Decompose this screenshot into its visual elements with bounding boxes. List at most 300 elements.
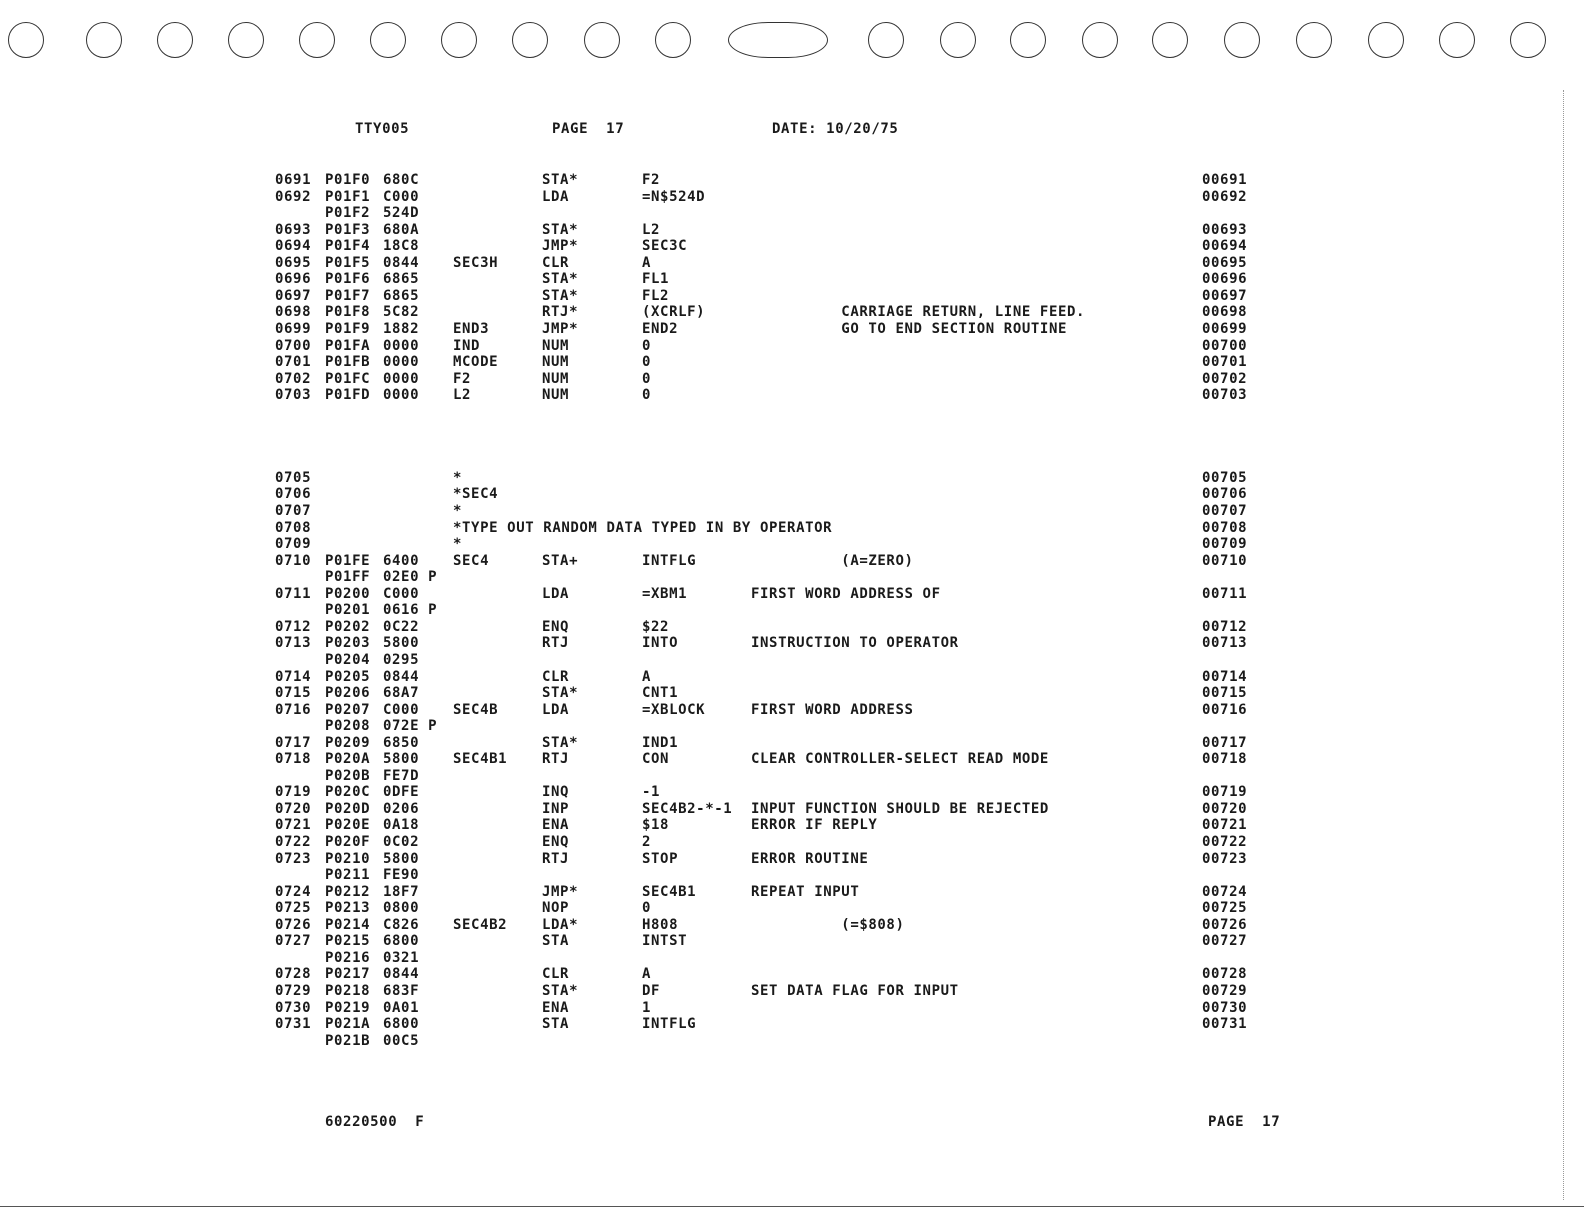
location: P01FA: [325, 337, 371, 354]
comment: REPEAT INPUT: [751, 883, 860, 900]
listing-row: [0, 817, 1584, 834]
label: *: [453, 536, 463, 553]
opcode: JMP*: [542, 238, 579, 255]
object-code: 0844: [383, 254, 420, 271]
listing-row: [0, 553, 1584, 570]
object-code: 6865: [383, 271, 420, 288]
listing-row: [0, 304, 1584, 321]
feed-hole: [299, 22, 335, 58]
sequence-number: 00710: [1202, 552, 1248, 569]
operand: 0: [642, 337, 652, 354]
line-number: 0693: [275, 221, 312, 238]
location: P0206: [325, 685, 371, 702]
listing-row: [0, 189, 1584, 206]
operand: (XCRLF): [642, 304, 706, 321]
object-code: 0000: [383, 387, 420, 404]
listing-row: [0, 371, 1584, 388]
sequence-number: 00718: [1202, 751, 1248, 768]
line-number: 0720: [275, 800, 312, 817]
line-number: 0700: [275, 337, 312, 354]
opcode: LDA*: [542, 916, 579, 933]
sequence-number: 00694: [1202, 238, 1248, 255]
label: END3: [453, 320, 490, 337]
line-number: 0691: [275, 172, 312, 188]
listing-row: [0, 602, 1584, 619]
opcode: RTJ: [542, 635, 570, 652]
line-number: 0726: [275, 916, 312, 933]
listing-row: [0, 520, 1584, 537]
location: P0216: [325, 949, 371, 966]
listing-row: [0, 768, 1584, 785]
listing-row: [0, 652, 1584, 669]
listing-row: [0, 288, 1584, 305]
listing-row: [0, 917, 1584, 934]
feed-hole: [584, 22, 620, 58]
object-code: 6865: [383, 287, 420, 304]
operand: SEC4B1: [642, 883, 697, 900]
listing-row: [0, 702, 1584, 719]
line-number: 0727: [275, 933, 312, 950]
line-number: 0705: [275, 469, 312, 486]
listing-row: [0, 387, 1584, 404]
sequence-number: 00721: [1202, 817, 1248, 834]
line-number: 0718: [275, 751, 312, 768]
line-number: 0697: [275, 287, 312, 304]
sequence-number: 00720: [1202, 800, 1248, 817]
object-code: C000: [383, 585, 420, 602]
right-tear-edge: [1563, 90, 1564, 1200]
object-code: 524D: [383, 205, 420, 222]
line-number: 0717: [275, 734, 312, 751]
object-code: 0000: [383, 354, 420, 371]
feed-hole: [1010, 22, 1046, 58]
label: SEC4: [453, 552, 490, 569]
opcode: CLR: [542, 966, 570, 983]
comment: INSTRUCTION TO OPERATOR: [751, 635, 959, 652]
line-number: 0698: [275, 304, 312, 321]
sequence-number: 00713: [1202, 635, 1248, 652]
feed-hole: [441, 22, 477, 58]
header-page: PAGE 17: [552, 121, 625, 137]
listing-row: [0, 751, 1584, 768]
sequence-number: 00730: [1202, 999, 1248, 1016]
label: F2: [453, 370, 472, 387]
location: P01FD: [325, 387, 371, 404]
listing-row: [0, 222, 1584, 239]
header-date: DATE: 10/20/75: [772, 121, 899, 137]
line-number: 0723: [275, 850, 312, 867]
object-code: 683F: [383, 982, 420, 999]
object-code: 072E P: [383, 718, 438, 735]
line-number: 0730: [275, 999, 312, 1016]
opcode: STA*: [542, 982, 579, 999]
object-code: FE90: [383, 867, 420, 884]
line-number: 0728: [275, 966, 312, 983]
listing-row: [0, 950, 1584, 967]
listing-row: [0, 321, 1584, 338]
sequence-number: 00697: [1202, 287, 1248, 304]
label: *: [453, 503, 463, 519]
listing-row: [0, 900, 1584, 917]
location: P0207: [325, 701, 371, 718]
object-code: C000: [383, 701, 420, 718]
label: *SEC4: [453, 486, 499, 503]
feed-hole: [370, 22, 406, 58]
listing-row: [0, 453, 1584, 470]
label: SEC3H: [453, 254, 499, 271]
comment: (A=ZERO): [751, 552, 914, 569]
tractor-feed-holes: [0, 0, 1584, 90]
listing-row: [0, 635, 1584, 652]
sequence-number: 00702: [1202, 370, 1248, 387]
location: P01F5: [325, 254, 371, 271]
comment: INPUT FUNCTION SHOULD BE REJECTED: [751, 800, 1049, 817]
operand: 2: [642, 834, 652, 850]
object-code: 680C: [383, 172, 420, 188]
listing-row: [0, 735, 1584, 752]
sequence-number: 00716: [1202, 701, 1248, 718]
listing-row: [0, 420, 1584, 437]
feed-hole: [728, 22, 828, 58]
location: P020F: [325, 834, 371, 850]
opcode: RTJ: [542, 751, 570, 768]
object-code: C000: [383, 188, 420, 205]
location: P0201: [325, 602, 371, 619]
operand: 0: [642, 387, 652, 404]
opcode: LDA: [542, 701, 570, 718]
comment: (=$808): [751, 916, 905, 933]
listing-row: [0, 619, 1584, 636]
opcode: CLR: [542, 668, 570, 685]
opcode: LDA: [542, 188, 570, 205]
operand: 0: [642, 900, 652, 917]
listing-row: [0, 884, 1584, 901]
sequence-number: 00706: [1202, 486, 1248, 503]
object-code: 6800: [383, 933, 420, 950]
sequence-number: 00699: [1202, 320, 1248, 337]
location: P021A: [325, 1016, 371, 1033]
listing-row: [0, 1000, 1584, 1017]
opcode: NUM: [542, 354, 570, 371]
listing-row: [0, 1033, 1584, 1050]
line-number: 0694: [275, 238, 312, 255]
location: P020A: [325, 751, 371, 768]
line-number: 0722: [275, 834, 312, 850]
sequence-number: 00698: [1202, 304, 1248, 321]
opcode: CLR: [542, 254, 570, 271]
listing-row: [0, 669, 1584, 686]
location: P0215: [325, 933, 371, 950]
operand: 0: [642, 370, 652, 387]
line-number: 0712: [275, 618, 312, 635]
object-code: 0844: [383, 668, 420, 685]
opcode: RTJ*: [542, 304, 579, 321]
listing-row: [0, 933, 1584, 950]
footer-page: PAGE 17: [1208, 1114, 1281, 1130]
object-code: 5800: [383, 635, 420, 652]
feed-hole: [655, 22, 691, 58]
object-code: 5800: [383, 751, 420, 768]
object-code: 0C22: [383, 618, 420, 635]
location: P0212: [325, 883, 371, 900]
line-number: 0715: [275, 685, 312, 702]
operand: $22: [642, 618, 670, 635]
line-number: 0724: [275, 883, 312, 900]
comment: ERROR IF REPLY: [751, 817, 878, 834]
sequence-number: 00723: [1202, 850, 1248, 867]
line-number: 0719: [275, 784, 312, 801]
feed-hole: [868, 22, 904, 58]
comment: FIRST WORD ADDRESS OF: [751, 585, 941, 602]
feed-hole: [1082, 22, 1118, 58]
sequence-number: 00712: [1202, 618, 1248, 635]
object-code: 02E0 P: [383, 569, 438, 586]
comment: SET DATA FLAG FOR INPUT: [751, 982, 959, 999]
operand: SEC3C: [642, 238, 688, 255]
listing-row: [0, 536, 1584, 553]
listing-row: [0, 851, 1584, 868]
sequence-number: 00701: [1202, 354, 1248, 371]
line-number: 0710: [275, 552, 312, 569]
label: *: [453, 469, 463, 486]
object-code: FE7D: [383, 767, 420, 784]
location: P0200: [325, 585, 371, 602]
comment: FIRST WORD ADDRESS: [751, 701, 914, 718]
operand: SEC4B2-*-1: [642, 800, 733, 817]
feed-hole: [8, 22, 44, 58]
line-number: 0702: [275, 370, 312, 387]
program-name: TTY005: [355, 121, 410, 137]
operand: IND1: [642, 734, 679, 751]
opcode: INP: [542, 800, 570, 817]
bottom-perforation: [0, 1206, 1584, 1207]
operand: INTO: [642, 635, 679, 652]
feed-hole: [1439, 22, 1475, 58]
object-code: 18F7: [383, 883, 420, 900]
operand: H808: [642, 916, 679, 933]
listing-row: [0, 238, 1584, 255]
location: P0214: [325, 916, 371, 933]
line-number: 0699: [275, 320, 312, 337]
operand: FL2: [642, 287, 670, 304]
object-code: 0A18: [383, 817, 420, 834]
location: P01F8: [325, 304, 371, 321]
operand: 1: [642, 999, 652, 1016]
opcode: STA*: [542, 271, 579, 288]
feed-hole: [1296, 22, 1332, 58]
line-number: 0725: [275, 900, 312, 917]
object-code: 0616 P: [383, 602, 438, 619]
object-code: 6800: [383, 1016, 420, 1033]
opcode: ENQ: [542, 618, 570, 635]
location: P0217: [325, 966, 371, 983]
operand: F2: [642, 172, 661, 188]
comment: GO TO END SECTION ROUTINE: [751, 320, 1068, 337]
sequence-number: 00711: [1202, 585, 1248, 602]
operand: -1: [642, 784, 661, 801]
listing-row: [0, 718, 1584, 735]
operand: CNT1: [642, 685, 679, 702]
opcode: STA*: [542, 172, 579, 188]
operand: CON: [642, 751, 670, 768]
feed-hole: [512, 22, 548, 58]
feed-hole: [1368, 22, 1404, 58]
object-code: 0206: [383, 800, 420, 817]
operand: =XBM1: [642, 585, 688, 602]
sequence-number: 00703: [1202, 387, 1248, 404]
operand: DF: [642, 982, 661, 999]
location: P01FC: [325, 370, 371, 387]
location: P0208: [325, 718, 371, 735]
object-code: 5800: [383, 850, 420, 867]
listing-row: [0, 834, 1584, 851]
sequence-number: 00725: [1202, 900, 1248, 917]
object-code: 6850: [383, 734, 420, 751]
listing-row: [0, 1016, 1584, 1033]
location: P01F3: [325, 221, 371, 238]
sequence-number: 00700: [1202, 337, 1248, 354]
object-code: 1882: [383, 320, 420, 337]
listing-row: [0, 586, 1584, 603]
sequence-number: 00728: [1202, 966, 1248, 983]
object-code: 5C82: [383, 304, 420, 321]
listing-row: [0, 271, 1584, 288]
location: P020D: [325, 800, 371, 817]
sequence-number: 00692: [1202, 188, 1248, 205]
location: P01FF: [325, 569, 371, 586]
object-code: 0C02: [383, 834, 420, 850]
opcode: STA*: [542, 734, 579, 751]
line-number: 0716: [275, 701, 312, 718]
listing-row: [0, 966, 1584, 983]
operand: INTST: [642, 933, 688, 950]
sequence-number: 00707: [1202, 503, 1248, 519]
sequence-number: 00714: [1202, 668, 1248, 685]
sequence-number: 00727: [1202, 933, 1248, 950]
comment: CLEAR CONTROLLER-SELECT READ MODE: [751, 751, 1049, 768]
location: P0204: [325, 651, 371, 668]
opcode: STA+: [542, 552, 579, 569]
opcode: JMP*: [542, 883, 579, 900]
line-number: 0707: [275, 503, 312, 519]
sequence-number: 00693: [1202, 221, 1248, 238]
object-code: 0DFE: [383, 784, 420, 801]
label: SEC4B1: [453, 751, 508, 768]
opcode: STA*: [542, 685, 579, 702]
location: P0219: [325, 999, 371, 1016]
listing-row: [0, 437, 1584, 454]
sequence-number: 00696: [1202, 271, 1248, 288]
listing-row: [0, 784, 1584, 801]
object-code: 0000: [383, 370, 420, 387]
sequence-number: 00731: [1202, 1016, 1248, 1033]
location: P01F7: [325, 287, 371, 304]
sequence-number: 00715: [1202, 685, 1248, 702]
line-number: 0731: [275, 1016, 312, 1033]
opcode: ENQ: [542, 834, 570, 850]
listing-row: [0, 801, 1584, 818]
opcode: STA: [542, 1016, 570, 1033]
listing-row: [0, 983, 1584, 1000]
operand: 0: [642, 354, 652, 371]
location: P01F9: [325, 320, 371, 337]
opcode: NUM: [542, 370, 570, 387]
location: P0211: [325, 867, 371, 884]
sequence-number: 00717: [1202, 734, 1248, 751]
sequence-number: 00691: [1202, 172, 1248, 188]
location: P0213: [325, 900, 371, 917]
opcode: NUM: [542, 337, 570, 354]
location: P020C: [325, 784, 371, 801]
line-number: 0708: [275, 519, 312, 536]
feed-hole: [86, 22, 122, 58]
feed-hole: [1224, 22, 1260, 58]
label: SEC4B2: [453, 916, 508, 933]
operand: $18: [642, 817, 670, 834]
line-number: 0721: [275, 817, 312, 834]
line-number: 0701: [275, 354, 312, 371]
opcode: LDA: [542, 585, 570, 602]
sequence-number: 00719: [1202, 784, 1248, 801]
feed-hole: [1152, 22, 1188, 58]
listing-row: [0, 486, 1584, 503]
opcode: ENA: [542, 817, 570, 834]
label: *TYPE OUT RANDOM DATA TYPED IN BY OPERATOR: [453, 519, 833, 536]
location: P01F6: [325, 271, 371, 288]
location: P0218: [325, 982, 371, 999]
listing-row: [0, 404, 1584, 421]
operand: =N$524D: [642, 188, 706, 205]
operand: A: [642, 254, 652, 271]
operand: A: [642, 966, 652, 983]
object-code: 0A01: [383, 999, 420, 1016]
listing-row: [0, 205, 1584, 222]
location: P01FB: [325, 354, 371, 371]
label: MCODE: [453, 354, 499, 371]
operand: END2: [642, 320, 679, 337]
location: P0203: [325, 635, 371, 652]
operand: L2: [642, 221, 661, 238]
opcode: JMP*: [542, 320, 579, 337]
feed-hole: [157, 22, 193, 58]
object-code: 6400: [383, 552, 420, 569]
line-number: 0714: [275, 668, 312, 685]
location: P01F4: [325, 238, 371, 255]
location: P01F0: [325, 172, 371, 188]
object-code: 0000: [383, 337, 420, 354]
operand: INTFLG: [642, 552, 697, 569]
operand: INTFLG: [642, 1016, 697, 1033]
object-code: 68A7: [383, 685, 420, 702]
sequence-number: 00705: [1202, 469, 1248, 486]
label: IND: [453, 337, 481, 354]
line-number: 0696: [275, 271, 312, 288]
object-code: 0800: [383, 900, 420, 917]
location: P01F1: [325, 188, 371, 205]
location: P021B: [325, 1032, 371, 1049]
label: SEC4B: [453, 701, 499, 718]
label: L2: [453, 387, 472, 404]
opcode: NUM: [542, 387, 570, 404]
object-code: 0295: [383, 651, 420, 668]
operand: A: [642, 668, 652, 685]
object-code: C826: [383, 916, 420, 933]
sequence-number: 00722: [1202, 834, 1248, 850]
sequence-number: 00695: [1202, 254, 1248, 271]
feed-hole: [940, 22, 976, 58]
listing-row: [0, 470, 1584, 487]
operand: FL1: [642, 271, 670, 288]
